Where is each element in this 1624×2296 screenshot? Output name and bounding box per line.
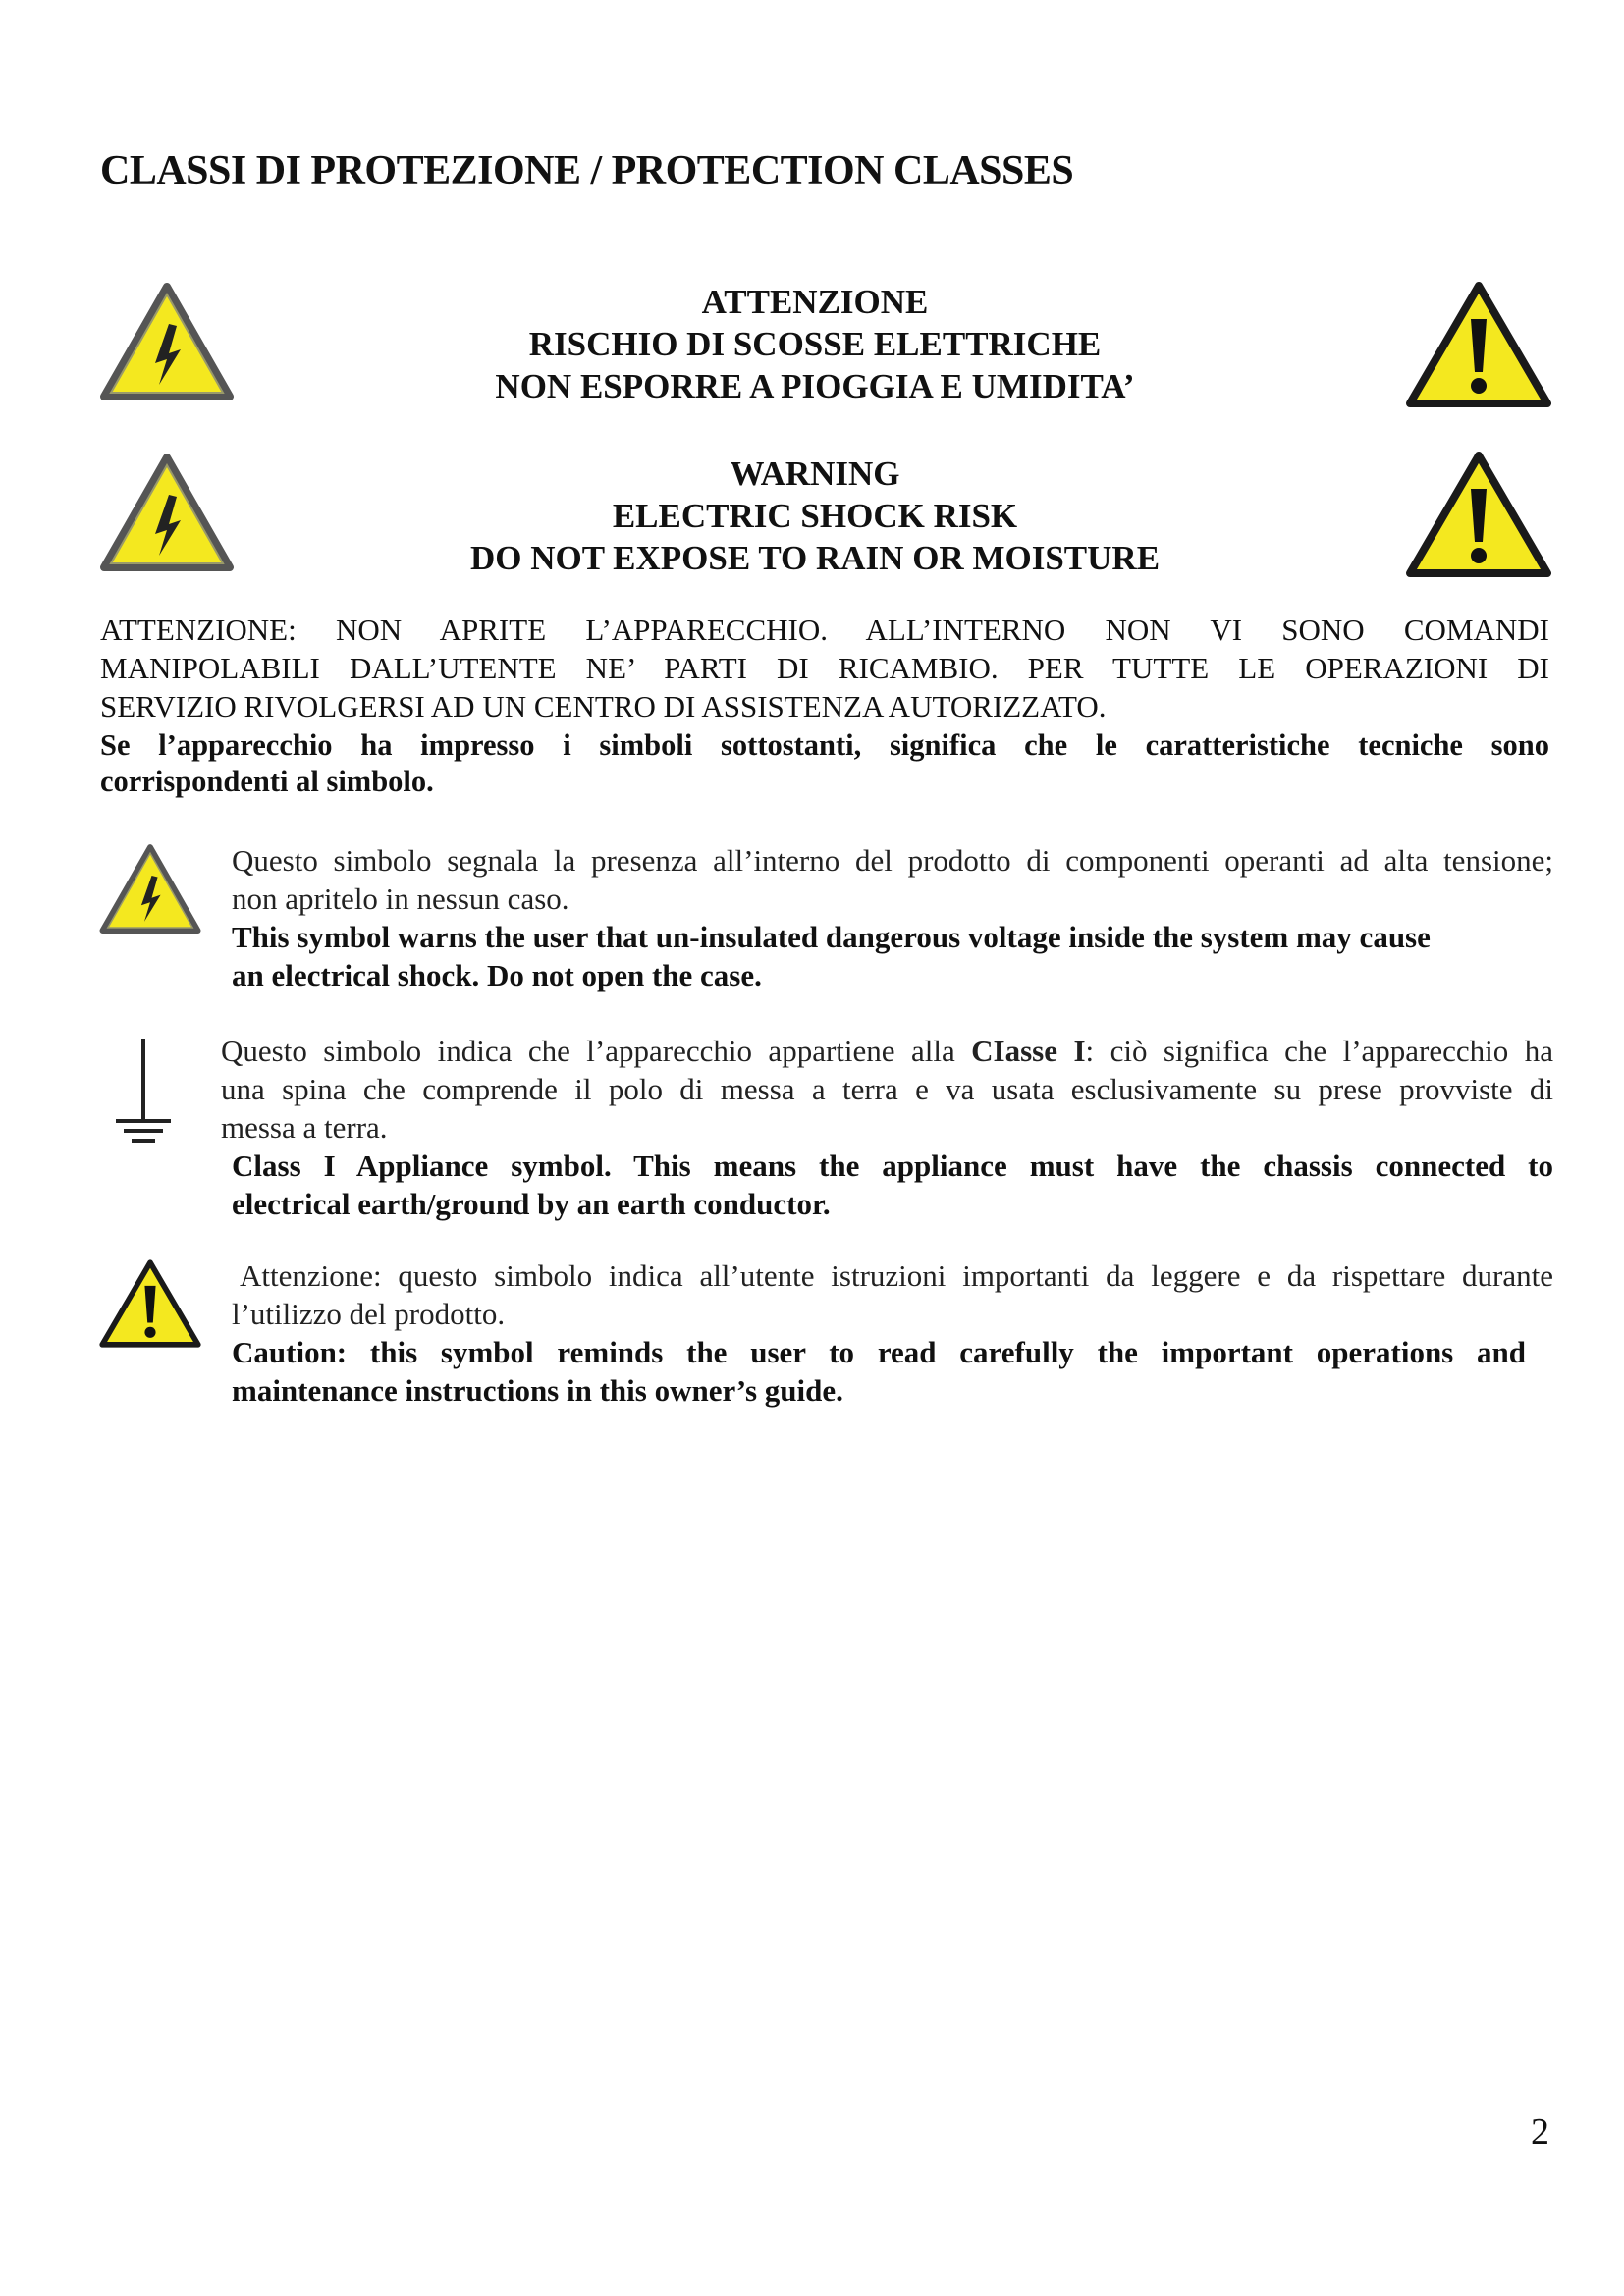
warning-italian: [295, 281, 1335, 407]
warning-italian-line2: RISCHIO DI SCOSSE ELETTRICHE: [528, 325, 1102, 363]
class-one-english-line2: electrical earth/ground by an earth conductor.: [232, 1187, 831, 1221]
earth-ground-icon: [98, 1031, 177, 1148]
exclamation-warning-icon: [1404, 450, 1553, 579]
page-title: CLASSI DI PROTEZIONE / PROTECTION CLASSES: [100, 148, 1074, 193]
caution-english-line2: maintenance instructions in this owner’s guide.: [232, 1373, 843, 1408]
exclamation-warning-icon: [1404, 280, 1553, 409]
caution-italian-line1: Attenzione: questo simbolo indica all’utente istruzioni importanti da leggere e da rispettare durante: [240, 1258, 1553, 1293]
exclamation-warning-icon: [98, 1256, 202, 1351]
high-voltage-english-line2: an electrical shock. Do not open the case.: [232, 958, 762, 992]
high-voltage-description: [232, 841, 1553, 994]
high-voltage-warning-icon: [98, 842, 202, 936]
high-voltage-english-line1: This symbol warns the user that un-insulated dangerous voltage inside the system may cause: [232, 920, 1431, 954]
class-one-english-line1: Class I Appliance symbol. This means the appliance must have the chassis connected to: [232, 1148, 1553, 1183]
caution-italian-line2: l’utilizzo del prodotto.: [232, 1297, 506, 1331]
class-one-description: [221, 1032, 1553, 1223]
symbols-intro-line2: corrispondenti al simbolo.: [100, 765, 434, 798]
class-one-italian-line1: Questo simbolo indica che l’apparecchio appartiene alla CIasse I: ciò significa che l’apparecchio ha: [221, 1034, 1553, 1068]
warning-english-line2: ELECTRIC SHOCK RISK: [612, 497, 1018, 535]
warning-italian-line3: NON ESPORRE A PIOGGIA E UMIDITA’: [495, 367, 1135, 405]
caution-english-line1: Caution: this symbol reminds the user to read carefully the important operations and: [232, 1335, 1526, 1369]
class-one-italian-line3: messa a terra.: [221, 1110, 388, 1145]
symbols-intro-note: [100, 727, 1549, 800]
high-voltage-warning-icon: [98, 281, 236, 403]
service-notice-line3: SERVIZIO RIVOLGERSI AD UN CENTRO DI ASSISTENZA AUTORIZZATO.: [100, 689, 1107, 723]
high-voltage-warning-icon: [98, 452, 236, 574]
symbols-intro-line1: Se l’apparecchio ha impresso i simboli sottostanti, significa che le caratteristiche tecniche sono: [100, 728, 1549, 762]
service-notice: [100, 611, 1549, 725]
warning-italian-line1: ATTENZIONE: [701, 283, 929, 321]
page-number: 2: [1531, 2111, 1549, 2153]
high-voltage-italian-line2: non apritelo in nessun caso.: [232, 881, 569, 916]
caution-description: [232, 1256, 1553, 1410]
warning-english-line1: WARNING: [730, 454, 900, 493]
warning-english-line3: DO NOT EXPOSE TO RAIN OR MOISTURE: [469, 539, 1161, 577]
class-one-italian-line2: una spina che comprende il polo di messa a terra e va usata esclusivamente su prese provviste di: [221, 1072, 1553, 1106]
service-notice-line2: MANIPOLABILI DALL’UTENTE NE’ PARTI DI RICAMBIO. PER TUTTE LE OPERAZIONI DI: [100, 651, 1549, 685]
service-notice-line1: ATTENZIONE: NON APRITE L’APPARECCHIO. ALL’INTERNO NON VI SONO COMANDI: [100, 613, 1549, 647]
warning-english: [295, 453, 1335, 579]
high-voltage-italian-line1: Questo simbolo segnala la presenza all’interno del prodotto di componenti operanti ad alta tensione;: [232, 843, 1553, 878]
